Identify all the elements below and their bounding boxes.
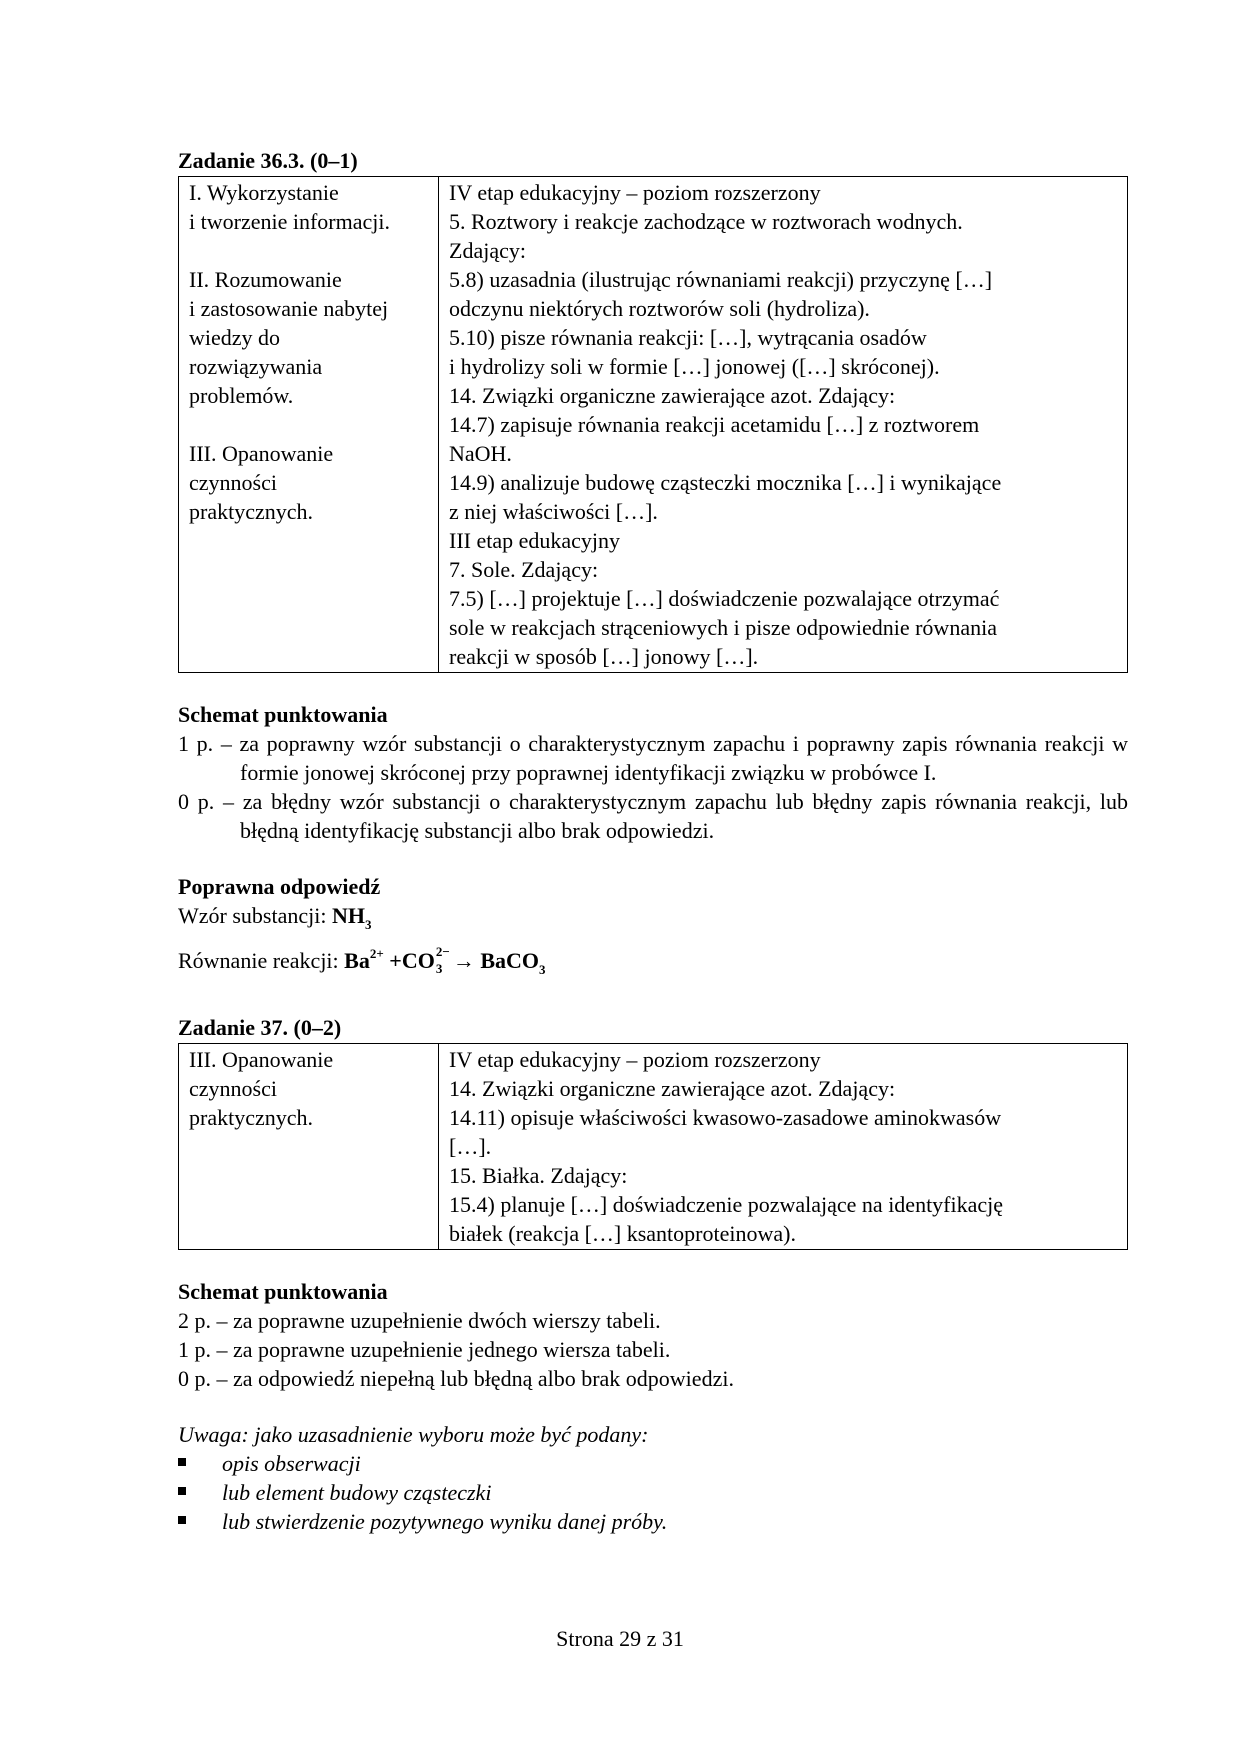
- task-36-3-answer: [178, 872, 1128, 984]
- list-item: lub element budowy cząsteczki: [178, 1478, 1128, 1507]
- equation-row: [178, 939, 1128, 984]
- detailed-req-line: 15.4) planuje […] doświadczenie pozwalające na identyfikację: [449, 1192, 1004, 1217]
- detailed-req-line: 15. Białka. Zdający:: [449, 1163, 628, 1188]
- detailed-req-line: odczynu niektórych roztworów soli (hydroliza).: [449, 296, 870, 321]
- task-36-3-scoring: [178, 700, 1128, 845]
- task-37: [178, 1013, 1128, 1250]
- detailed-req-line: NaOH.: [449, 441, 512, 466]
- detailed-req-line: 5.10) pisze równania reakcji: […], wytrącania osadów: [449, 325, 927, 350]
- detailed-req-line: 14.11) opisuje właściwości kwasowo-zasadowe aminokwasów: [449, 1105, 1002, 1130]
- detailed-req-line: 5. Roztwory i reakcje zachodzące w roztworach wodnych.: [449, 209, 963, 234]
- general-req-line: praktycznych.: [189, 1105, 313, 1130]
- detailed-requirements-cell: [439, 1044, 1128, 1250]
- general-req-line: i zastosowanie nabytej: [189, 296, 389, 321]
- square-bullet-icon: [178, 1516, 186, 1524]
- general-req-line: problemów.: [189, 383, 294, 408]
- formula-label: Wzór substancji:: [178, 903, 332, 928]
- detailed-req-line: III etap edukacyjny: [449, 528, 621, 553]
- task-36-3-title: Zadanie 36.3. (0–1): [178, 148, 358, 173]
- square-bullet-icon: [178, 1458, 186, 1466]
- scoring-title: Schemat punktowania: [178, 702, 388, 727]
- general-req-line: II. Rozumowanie: [189, 267, 342, 292]
- detailed-req-line: […].: [449, 1134, 492, 1159]
- spacer: [189, 410, 428, 439]
- formula-row: [178, 901, 1128, 939]
- page-number: Strona 29 z 31: [556, 1626, 684, 1651]
- detailed-requirements-cell: [439, 177, 1128, 673]
- scoring-entry: 0 p. – za odpowiedź niepełną lub błędną albo brak odpowiedzi.: [178, 1366, 734, 1391]
- detailed-req-line: 14.9) analizuje budowę cząsteczki mocznika […] i wynikające: [449, 470, 1002, 495]
- detailed-req-line: 7. Sole. Zdający:: [449, 557, 599, 582]
- general-req-line: wiedzy do: [189, 325, 281, 350]
- ionic-equation: $Ba^{2+} +CO$ 2− 3 → BaCO$_3$: [344, 943, 546, 977]
- general-req-line: i tworzenie informacji.: [189, 209, 390, 234]
- detailed-req-line: 14.7) zapisuje równania reakcji acetamidu […] z roztworem: [449, 412, 980, 437]
- detailed-req-line: z niej właściwości […].: [449, 499, 658, 524]
- detailed-req-line: IV etap edukacyjny – poziom rozszerzony: [449, 1047, 821, 1072]
- scoring-title: Schemat punktowania: [178, 1279, 388, 1304]
- detailed-req-line: 5.8) uzasadnia (ilustrując równaniami reakcji) przyczynę […]: [449, 267, 993, 292]
- general-req-line: I. Wykorzystanie: [189, 180, 339, 205]
- general-req-line: rozwiązywania: [189, 354, 323, 379]
- list-item: lub stwierdzenie pozytywnego wyniku danej próby.: [178, 1507, 1128, 1536]
- scoring-entry: 1 p. – za poprawny wzór substancji o charakterystycznym zapachu i poprawny zapis równania reakcji w formie jonowej skróconej przy poprawnej identyfikacji związku w probówce I.: [178, 731, 1128, 785]
- scoring-entry: 1 p. – za poprawne uzupełnienie jednego wiersza tabeli.: [178, 1337, 671, 1362]
- detailed-req-line: reakcji w sposób […] jonowy […].: [449, 644, 759, 669]
- task-37-requirements-table: [178, 1043, 1128, 1250]
- equation-label: Równanie reakcji:: [178, 948, 345, 973]
- detailed-req-line: i hydrolizy soli w formie […] jonowej ([…] skróconej).: [449, 354, 940, 379]
- detailed-req-line: Zdający:: [449, 238, 526, 263]
- general-req-line: czynności: [189, 1076, 277, 1101]
- task-37-title: Zadanie 37. (0–2): [178, 1015, 342, 1040]
- spacer: [189, 236, 428, 265]
- answer-title: Poprawna odpowiedź: [178, 874, 381, 899]
- scoring-entry: 0 p. – za błędny wzór substancji o charakterystycznym zapachu lub błędny zapis równania reakcji, lub błędną identyfikację substancji albo brak odpowiedzi.: [178, 789, 1128, 843]
- detailed-req-line: sole w reakcjach strąceniowych i pisze odpowiednie równania: [449, 615, 997, 640]
- general-req-line: czynności: [189, 470, 277, 495]
- list-item: opis obserwacji: [178, 1449, 1128, 1478]
- page-content: [178, 146, 1128, 1536]
- task-37-note: [178, 1420, 1128, 1536]
- general-req-line: III. Opanowanie: [189, 441, 334, 466]
- note-title: Uwaga: jako uzasadnienie wyboru może być podany:: [178, 1422, 649, 1447]
- task-36-3-requirements-table: [178, 176, 1128, 673]
- detailed-req-line: 7.5) […] projektuje […] doświadczenie pozwalające otrzymać: [449, 586, 1000, 611]
- general-requirements-cell: [179, 177, 439, 673]
- detailed-req-line: 14. Związki organiczne zawierające azot. Zdający:: [449, 383, 896, 408]
- general-requirements-cell: [179, 1044, 439, 1250]
- general-req-line: III. Opanowanie: [189, 1047, 334, 1072]
- formula-value: $NH_3$: [331, 903, 372, 932]
- square-bullet-icon: [178, 1487, 186, 1495]
- detailed-req-line: IV etap edukacyjny – poziom rozszerzony: [449, 180, 821, 205]
- general-req-line: praktycznych.: [189, 499, 313, 524]
- note-list: [178, 1449, 1128, 1536]
- detailed-req-line: 14. Związki organiczne zawierające azot. Zdający:: [449, 1076, 896, 1101]
- scoring-entry: 2 p. – za poprawne uzupełnienie dwóch wierszy tabeli.: [178, 1308, 661, 1333]
- detailed-req-line: białek (reakcja […] ksantoproteinowa).: [449, 1221, 796, 1246]
- task-37-scoring: [178, 1277, 1128, 1393]
